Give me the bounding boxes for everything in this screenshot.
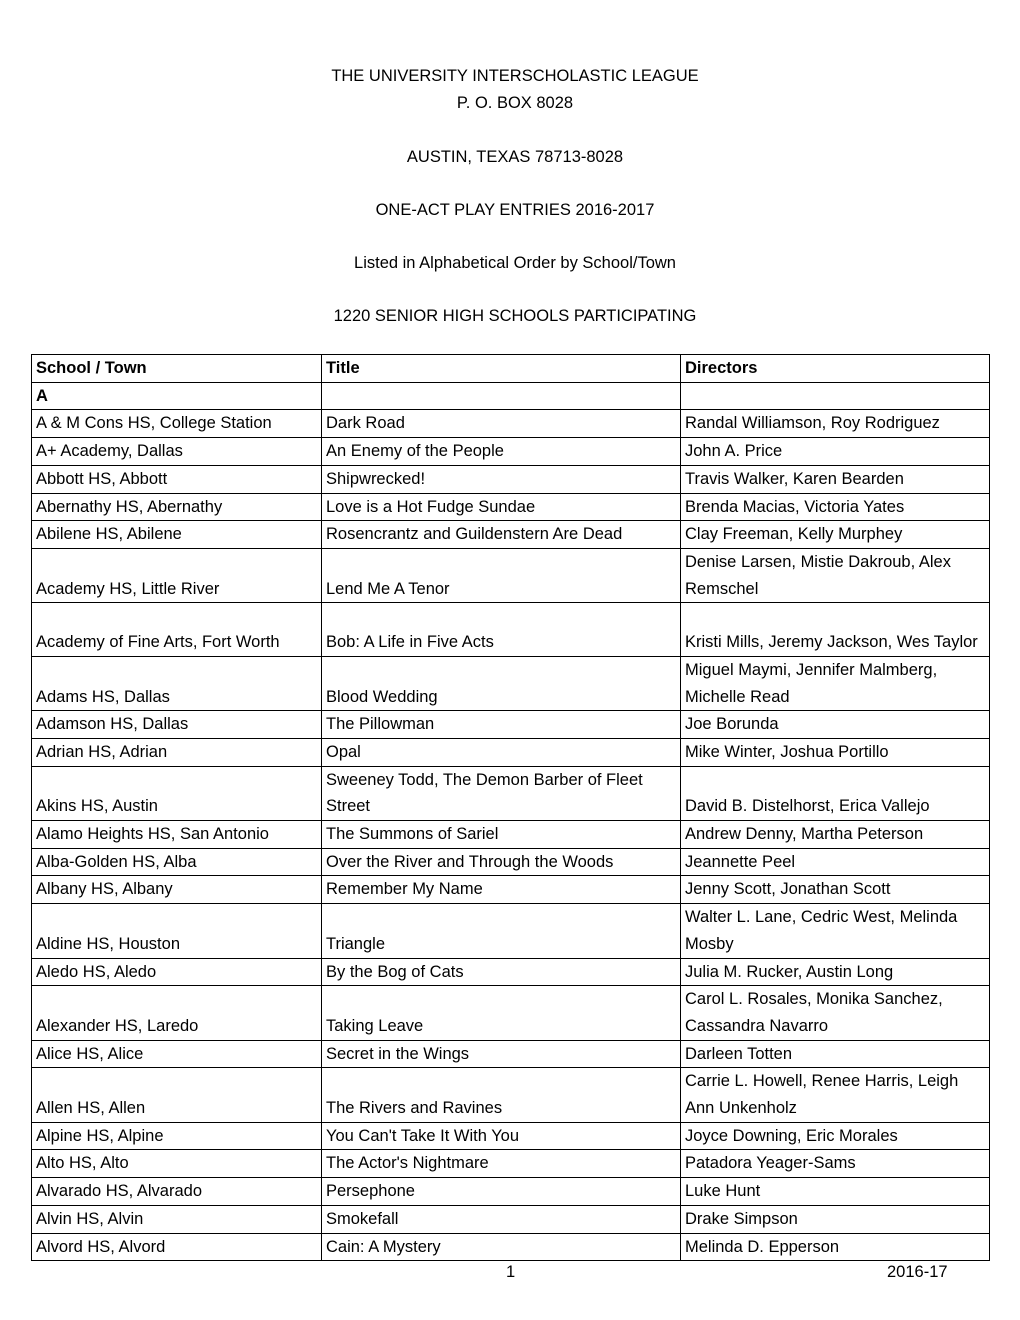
cell-directors: Kristi Mills, Jeremy Jackson, Wes Taylor [681,603,990,657]
table-row [32,465,990,493]
header-org: THE UNIVERSITY INTERSCHOLASTIC LEAGUE [331,67,699,85]
cell-school: Abbott HS, Abbott [32,465,322,493]
table-row [32,521,990,549]
header-title: ONE-ACT PLAY ENTRIES 2016-2017 [375,201,655,219]
cell-directors: Andrew Denny, Martha Peterson [681,821,990,849]
cell-directors: Joe Borunda [681,711,990,739]
cell-directors: Mike Winter, Joshua Portillo [681,738,990,766]
cell-directors: Carol L. Rosales, Monika Sanchez, Cassandra Navarro [681,986,990,1040]
cell-school: Alexander HS, Laredo [32,986,322,1040]
table-row [32,738,990,766]
cell-title: Secret in the Wings [322,1040,681,1068]
cell-school: Alamo Heights HS, San Antonio [32,821,322,849]
cell-title: Triangle [322,904,681,958]
cell-school: Aldine HS, Houston [32,904,322,958]
table-row [32,1178,990,1206]
table-row [32,766,990,820]
table-row [32,548,990,602]
header-city: AUSTIN, TEXAS 78713-8028 [406,148,624,166]
cell-school: Academy of Fine Arts, Fort Worth [32,603,322,657]
cell-title: Blood Wedding [322,656,681,710]
cell-title: Over the River and Through the Woods [322,848,681,876]
column-header-school: School / Town [32,355,322,383]
cell-title: The Pillowman [322,711,681,739]
cell-school: Alice HS, Alice [32,1040,322,1068]
footer-year: 2016-17 [887,1263,948,1281]
entries-table [31,354,990,1261]
table-row [32,711,990,739]
table-row [32,876,990,904]
section-letter-row [32,382,990,410]
cell-school: Alpine HS, Alpine [32,1122,322,1150]
table-row [32,904,990,958]
cell-title: Persephone [322,1178,681,1206]
table-row [32,1068,990,1122]
section-letter-blank [681,382,990,410]
cell-title: The Rivers and Ravines [322,1068,681,1122]
header-order-note: Listed in Alphabetical Order by School/Town [354,254,676,272]
column-header-directors: Directors [681,355,990,383]
cell-directors: David B. Distelhorst, Erica Vallejo [681,766,990,820]
cell-directors: Brenda Macias, Victoria Yates [681,493,990,521]
table-header-row [32,355,990,383]
cell-title: Smokefall [322,1205,681,1233]
cell-directors: Travis Walker, Karen Bearden [681,465,990,493]
cell-directors: Luke Hunt [681,1178,990,1206]
header-pobox: P. O. BOX 8028 [456,94,574,112]
cell-school: Alvarado HS, Alvarado [32,1178,322,1206]
cell-directors: Jenny Scott, Jonathan Scott [681,876,990,904]
section-letter: A [32,382,322,410]
cell-school: Abernathy HS, Abernathy [32,493,322,521]
cell-school: Alto HS, Alto [32,1150,322,1178]
cell-school: Akins HS, Austin [32,766,322,820]
cell-directors: Randal Williamson, Roy Rodriguez [681,410,990,438]
cell-directors: Jeannette Peel [681,848,990,876]
table-row [32,821,990,849]
cell-title: Opal [322,738,681,766]
cell-school: Alba-Golden HS, Alba [32,848,322,876]
cell-school: Adamson HS, Dallas [32,711,322,739]
cell-school: A & M Cons HS, College Station [32,410,322,438]
cell-title: The Summons of Sariel [322,821,681,849]
table-row [32,1150,990,1178]
cell-school: Alvin HS, Alvin [32,1205,322,1233]
table-row [32,603,990,657]
cell-title: Shipwrecked! [322,465,681,493]
cell-school: A+ Academy, Dallas [32,438,322,466]
cell-school: Adrian HS, Adrian [32,738,322,766]
table-row [32,848,990,876]
cell-directors: John A. Price [681,438,990,466]
cell-title: Taking Leave [322,986,681,1040]
cell-title: Sweeney Todd, The Demon Barber of Fleet Street [322,766,681,820]
table-row [32,410,990,438]
cell-title: Lend Me A Tenor [322,548,681,602]
table-row [32,1233,990,1261]
cell-title: Love is a Hot Fudge Sundae [322,493,681,521]
table-row [32,1205,990,1233]
cell-title: The Actor's Nightmare [322,1150,681,1178]
cell-directors: Drake Simpson [681,1205,990,1233]
cell-school: Adams HS, Dallas [32,656,322,710]
cell-directors: Joyce Downing, Eric Morales [681,1122,990,1150]
cell-title: An Enemy of the People [322,438,681,466]
cell-school: Aledo HS, Aledo [32,958,322,986]
cell-school: Albany HS, Albany [32,876,322,904]
header-count-note: 1220 SENIOR HIGH SCHOOLS PARTICIPATING [333,307,697,325]
cell-title: Dark Road [322,410,681,438]
cell-directors: Denise Larsen, Mistie Dakroub, Alex Remschel [681,548,990,602]
cell-directors: Julia M. Rucker, Austin Long [681,958,990,986]
table-row [32,958,990,986]
page-number: 1 [506,1263,516,1281]
cell-school: Academy HS, Little River [32,548,322,602]
table-row [32,656,990,710]
table-row [32,986,990,1040]
cell-title: By the Bog of Cats [322,958,681,986]
table-body [32,382,990,1261]
table-row [32,1122,990,1150]
cell-title: Bob: A Life in Five Acts [322,603,681,657]
table-row [32,493,990,521]
cell-directors: Walter L. Lane, Cedric West, Melinda Mosby [681,904,990,958]
cell-directors: Darleen Totten [681,1040,990,1068]
cell-directors: Patadora Yeager-Sams [681,1150,990,1178]
cell-directors: Carrie L. Howell, Renee Harris, Leigh Ann Unkenholz [681,1068,990,1122]
cell-directors: Miguel Maymi, Jennifer Malmberg, Michelle Read [681,656,990,710]
cell-directors: Clay Freeman, Kelly Murphey [681,521,990,549]
section-letter-blank [322,382,681,410]
cell-title: Remember My Name [322,876,681,904]
cell-school: Abilene HS, Abilene [32,521,322,549]
column-header-title: Title [322,355,681,383]
cell-title: Rosencrantz and Guildenstern Are Dead [322,521,681,549]
cell-title: You Can't Take It With You [322,1122,681,1150]
cell-directors: Melinda D. Epperson [681,1233,990,1261]
cell-school: Allen HS, Allen [32,1068,322,1122]
table-row [32,438,990,466]
cell-title: Cain: A Mystery [322,1233,681,1261]
table-row [32,1040,990,1068]
cell-school: Alvord HS, Alvord [32,1233,322,1261]
